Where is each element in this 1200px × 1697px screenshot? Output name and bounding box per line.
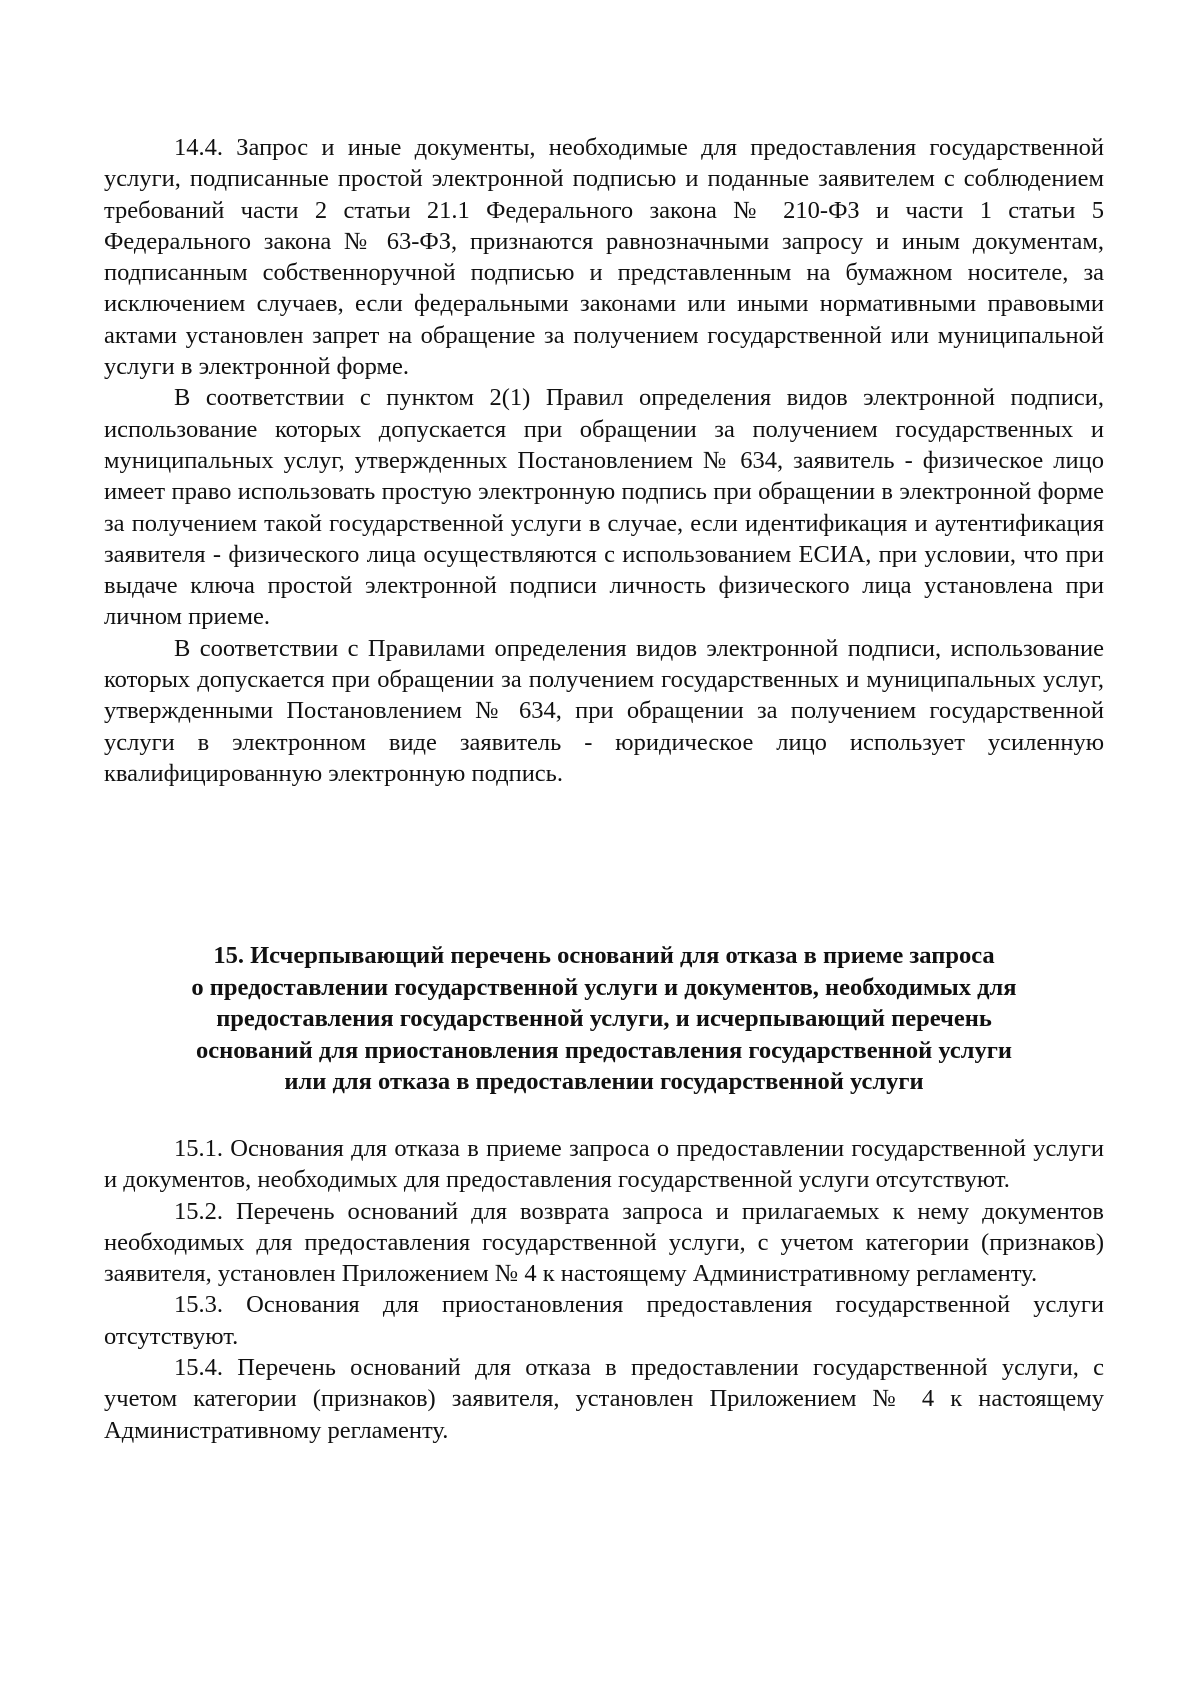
- section-14-text: [104, 132, 1104, 789]
- heading-line: или для отказа в предоставлении государственной услуги: [284, 1068, 924, 1096]
- paragraph-15-3: 15.3. Основания для приостановления предоставления государственной услуги отсутствуют.: [104, 1291, 1104, 1350]
- paragraph-qualified-signature: В соответствии с Правилами определения видов электронной подписи, использование которых допускается при обращении за получением государственных и муниципальных услуг, утвержденными Постановлением № 634, при обращении за получением государственной услуги в электронном виде заявитель - юридическое лицо использует усиленную квалифицированную электронную подпись.: [104, 634, 1104, 787]
- paragraph-15-4: 15.4. Перечень оснований для отказа в предоставлении государственной услуги, с учетом категории (признаков) заявителя, установлен Приложением № 4 к настоящему Административному регламенту.: [104, 1354, 1104, 1444]
- paragraph-14-4: 14.4. Запрос и иные документы, необходимые для предоставления государственной услуги, подписанные простой электронной подписью и поданные заявителем с соблюдением требований части 2 статьи 21.1 Федерального закона № 210-ФЗ и части 1 статьи 5 Федерального закона № 63-ФЗ, признаются равнозначными запросу и иным документам, подписанным собственноручной подписью и представленным на бумажном носителе, за исключением случаев, если федеральными законами или иными нормативными правовыми актами установлен запрет на обращение за получением государственной или муниципальной услуги в электронной форме.: [104, 134, 1104, 381]
- section-15-heading: [104, 940, 1104, 1098]
- heading-line: предоставления государственной услуги, и исчерпывающий перечень: [216, 1005, 992, 1033]
- heading-line: 15. Исчерпывающий перечень оснований для отказа в приеме запроса: [213, 942, 995, 969]
- section-15-text: [104, 1133, 1104, 1446]
- paragraph-simple-signature: В соответствии с пунктом 2(1) Правил определения видов электронной подписи, использование которых допускается при обращении за получением государственных и муниципальных услуг, утвержденных Постановлением № 634, заявитель - физическое лицо имеет право использовать простую электронную подпись при обращении в электронной форме за получением такой государственной услуги в случае, если идентификация и аутентификация заявителя - физического лица осуществляются с использованием ЕСИА, при условии, что при выдаче ключа простой электронной подписи личность физического лица установлена при личном приеме.: [104, 384, 1104, 631]
- paragraph-15-1: 15.1. Основания для отказа в приеме запроса о предоставлении государственной услуги и документов, необходимых для предоставления государственной услуги отсутствуют.: [104, 1135, 1104, 1194]
- paragraph-15-2: 15.2. Перечень оснований для возврата запроса и прилагаемых к нему документов необходимых для предоставления государственной услуги, с учетом категории (признаков) заявителя, установлен Приложением № 4 к настоящему Административному регламенту.: [104, 1197, 1104, 1288]
- heading-line: о предоставлении государственной услуги и документов, необходимых для: [191, 973, 1017, 1001]
- heading-line: оснований для приостановления предоставления государственной услуги: [196, 1036, 1012, 1064]
